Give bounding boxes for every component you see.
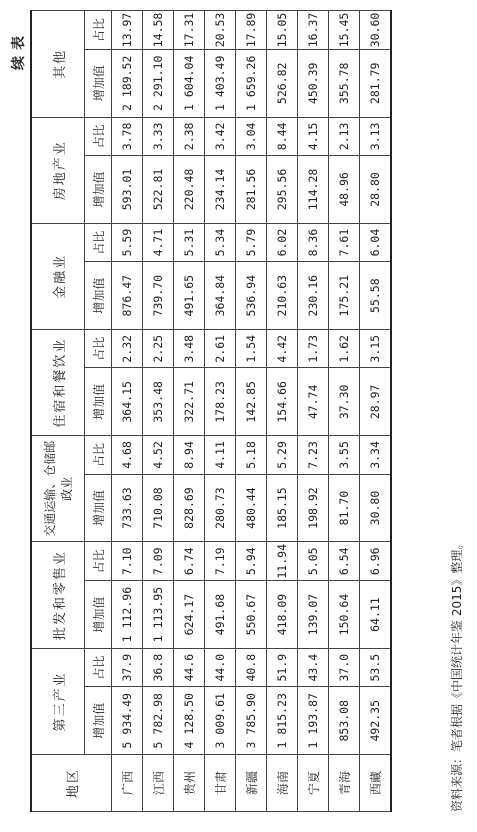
add-value-cell: 480.44	[236, 474, 267, 542]
share-cell: 7.61	[329, 223, 360, 261]
add-value-cell: 281.79	[360, 49, 392, 117]
add-value-cell: 230.16	[298, 262, 329, 330]
share-cell: 40.8	[236, 648, 267, 686]
share-cell: 5.79	[236, 223, 267, 261]
share-cell: 6.54	[329, 542, 360, 581]
share-cell: 2.32	[112, 330, 143, 368]
add-value-cell: 353.48	[143, 368, 174, 436]
add-value-cell: 64.11	[360, 581, 392, 649]
sub-header-add-value: 增加值	[85, 368, 112, 436]
group-header: 批发和零售业	[31, 542, 85, 649]
add-value-cell: 142.85	[236, 368, 267, 436]
share-cell: 8.94	[174, 436, 205, 474]
add-value-cell: 5 782.98	[143, 687, 174, 755]
data-table	[30, 10, 392, 812]
region-cell: 江西	[143, 755, 174, 812]
add-value-cell: 491.68	[205, 581, 236, 649]
share-cell: 11.94	[267, 542, 298, 581]
add-value-cell: 526.82	[267, 49, 298, 117]
share-cell: 37.9	[112, 648, 143, 686]
share-cell: 3.34	[360, 436, 392, 474]
add-value-cell: 47.74	[298, 368, 329, 436]
share-cell: 5.18	[236, 436, 267, 474]
sub-header-add-value: 增加值	[85, 581, 112, 649]
add-value-cell: 364.84	[205, 262, 236, 330]
add-value-cell: 1 193.87	[298, 687, 329, 755]
share-cell: 3.33	[143, 117, 174, 155]
add-value-cell: 198.92	[298, 474, 329, 542]
group-header: 交通运输、仓储邮政业	[31, 436, 85, 542]
add-value-cell: 48.96	[329, 156, 360, 224]
add-value-cell: 853.08	[329, 687, 360, 755]
add-value-cell: 2 291.10	[143, 49, 174, 117]
region-header: 地区	[31, 755, 112, 812]
table-row	[329, 11, 360, 812]
share-cell: 3.15	[360, 330, 392, 368]
share-cell: 3.78	[112, 117, 143, 155]
region-cell: 贵州	[174, 755, 205, 812]
share-cell: 4.71	[143, 223, 174, 261]
share-cell: 3.04	[236, 117, 267, 155]
sub-header-share: 占比	[85, 223, 112, 261]
add-value-cell: 492.35	[360, 687, 392, 755]
sub-header-add-value: 增加值	[85, 687, 112, 755]
share-cell: 15.45	[329, 11, 360, 50]
add-value-cell: 1 112.96	[112, 581, 143, 649]
add-value-cell: 536.94	[236, 262, 267, 330]
sub-header-share: 占比	[85, 11, 112, 50]
add-value-cell: 364.15	[112, 368, 143, 436]
add-value-cell: 710.08	[143, 474, 174, 542]
sub-header-share: 占比	[85, 648, 112, 686]
share-cell: 44.6	[174, 648, 205, 686]
share-cell: 36.8	[143, 648, 174, 686]
table-row	[267, 11, 298, 812]
share-cell: 16.37	[298, 11, 329, 50]
add-value-cell: 139.07	[298, 581, 329, 649]
add-value-cell: 3 785.90	[236, 687, 267, 755]
add-value-cell: 185.15	[267, 474, 298, 542]
share-cell: 5.59	[112, 223, 143, 261]
share-cell: 6.02	[267, 223, 298, 261]
share-cell: 17.31	[174, 11, 205, 50]
add-value-cell: 522.81	[143, 156, 174, 224]
table-row	[205, 11, 236, 812]
share-cell: 43.4	[298, 648, 329, 686]
share-cell: 6.74	[174, 542, 205, 581]
share-cell: 1.54	[236, 330, 267, 368]
add-value-cell: 593.01	[112, 156, 143, 224]
share-cell: 2.25	[143, 330, 174, 368]
sub-header-add-value: 增加值	[85, 262, 112, 330]
region-cell: 新疆	[236, 755, 267, 812]
share-cell: 2.61	[205, 330, 236, 368]
share-cell: 8.36	[298, 223, 329, 261]
sub-header-add-value: 增加值	[85, 49, 112, 117]
share-cell: 1.62	[329, 330, 360, 368]
add-value-cell: 295.56	[267, 156, 298, 224]
sub-header-row	[85, 11, 112, 812]
share-cell: 20.53	[205, 11, 236, 50]
share-cell: 8.44	[267, 117, 298, 155]
add-value-cell: 210.63	[267, 262, 298, 330]
add-value-cell: 55.58	[360, 262, 392, 330]
add-value-cell: 30.80	[360, 474, 392, 542]
add-value-cell: 1 604.04	[174, 49, 205, 117]
source-note: 资料来源：笔者根据《中国统计年鉴 2015》整理。	[450, 537, 464, 812]
add-value-cell: 1 659.26	[236, 49, 267, 117]
region-cell: 青海	[329, 755, 360, 812]
add-value-cell: 150.64	[329, 581, 360, 649]
region-cell: 西藏	[360, 755, 392, 812]
share-cell: 3.42	[205, 117, 236, 155]
add-value-cell: 175.21	[329, 262, 360, 330]
sub-header-share: 占比	[85, 436, 112, 474]
add-value-cell: 1 815.23	[267, 687, 298, 755]
share-cell: 5.94	[236, 542, 267, 581]
share-cell: 7.23	[298, 436, 329, 474]
share-cell: 13.97	[112, 11, 143, 50]
share-cell: 44.0	[205, 648, 236, 686]
share-cell: 37.0	[329, 648, 360, 686]
add-value-cell: 220.48	[174, 156, 205, 224]
group-header: 其他	[31, 11, 85, 118]
share-cell: 5.29	[267, 436, 298, 474]
sub-header-add-value: 增加值	[85, 474, 112, 542]
share-cell: 1.73	[298, 330, 329, 368]
add-value-cell: 1 113.95	[143, 581, 174, 649]
sub-header-share: 占比	[85, 330, 112, 368]
share-cell: 3.13	[360, 117, 392, 155]
share-cell: 5.31	[174, 223, 205, 261]
sub-header-add-value: 增加值	[85, 156, 112, 224]
add-value-cell: 154.66	[267, 368, 298, 436]
region-cell: 甘肃	[205, 755, 236, 812]
group-header: 住宿和餐饮业	[31, 330, 85, 436]
group-header: 第三产业	[31, 648, 85, 754]
add-value-cell: 281.56	[236, 156, 267, 224]
share-cell: 53.5	[360, 648, 392, 686]
add-value-cell: 28.80	[360, 156, 392, 224]
share-cell: 6.04	[360, 223, 392, 261]
region-cell: 广西	[112, 755, 143, 812]
table-row	[143, 11, 174, 812]
table-row	[236, 11, 267, 812]
add-value-cell: 450.39	[298, 49, 329, 117]
sub-header-share: 占比	[85, 117, 112, 155]
share-cell: 5.34	[205, 223, 236, 261]
continued-label: 续表	[11, 30, 27, 70]
table-row	[360, 11, 392, 812]
add-value-cell: 37.30	[329, 368, 360, 436]
table-body	[112, 11, 392, 812]
share-cell: 2.13	[329, 117, 360, 155]
add-value-cell: 5 934.49	[112, 687, 143, 755]
add-value-cell: 178.23	[205, 368, 236, 436]
group-header-row	[31, 11, 85, 812]
table-row	[174, 11, 205, 812]
share-cell: 15.05	[267, 11, 298, 50]
add-value-cell: 733.63	[112, 474, 143, 542]
share-cell: 7.19	[205, 542, 236, 581]
share-cell: 7.10	[112, 542, 143, 581]
group-header: 房地产业	[31, 117, 85, 223]
share-cell: 51.9	[267, 648, 298, 686]
share-cell: 17.89	[236, 11, 267, 50]
add-value-cell: 4 128.50	[174, 687, 205, 755]
share-cell: 3.48	[174, 330, 205, 368]
add-value-cell: 876.47	[112, 262, 143, 330]
add-value-cell: 828.69	[174, 474, 205, 542]
share-cell: 30.60	[360, 11, 392, 50]
add-value-cell: 624.17	[174, 581, 205, 649]
share-cell: 4.11	[205, 436, 236, 474]
sub-header-share: 占比	[85, 542, 112, 581]
share-cell: 14.58	[143, 11, 174, 50]
add-value-cell: 1 403.49	[205, 49, 236, 117]
table-row	[112, 11, 143, 812]
add-value-cell: 280.73	[205, 474, 236, 542]
share-cell: 4.42	[267, 330, 298, 368]
share-cell: 2.38	[174, 117, 205, 155]
add-value-cell: 322.71	[174, 368, 205, 436]
add-value-cell: 234.14	[205, 156, 236, 224]
share-cell: 7.09	[143, 542, 174, 581]
add-value-cell: 550.67	[236, 581, 267, 649]
group-header: 金融业	[31, 223, 85, 329]
add-value-cell: 739.70	[143, 262, 174, 330]
add-value-cell: 491.65	[174, 262, 205, 330]
share-cell: 4.15	[298, 117, 329, 155]
add-value-cell: 418.09	[267, 581, 298, 649]
add-value-cell: 355.78	[329, 49, 360, 117]
share-cell: 5.05	[298, 542, 329, 581]
add-value-cell: 3 009.61	[205, 687, 236, 755]
add-value-cell: 2 189.52	[112, 49, 143, 117]
share-cell: 3.55	[329, 436, 360, 474]
add-value-cell: 114.28	[298, 156, 329, 224]
share-cell: 4.68	[112, 436, 143, 474]
table-row	[298, 11, 329, 812]
region-cell: 海南	[267, 755, 298, 812]
share-cell: 6.96	[360, 542, 392, 581]
region-cell: 宁夏	[298, 755, 329, 812]
add-value-cell: 28.97	[360, 368, 392, 436]
share-cell: 4.52	[143, 436, 174, 474]
add-value-cell: 81.70	[329, 474, 360, 542]
